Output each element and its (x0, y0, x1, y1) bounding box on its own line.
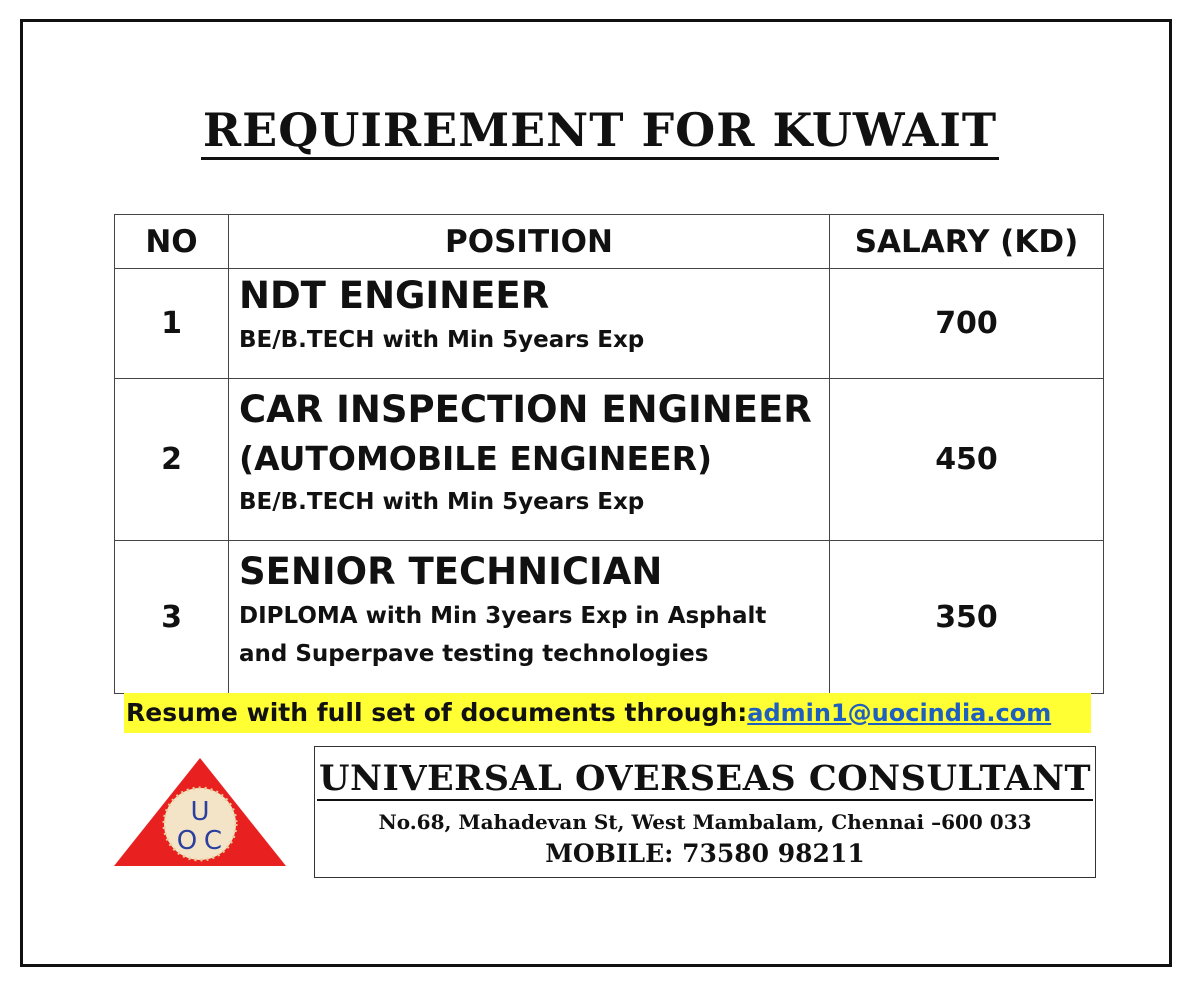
header-no: NO (115, 215, 229, 269)
logo-letter-c: C (203, 826, 223, 856)
uoc-logo (112, 756, 288, 868)
row-number: 3 (115, 541, 229, 694)
header-position: POSITION (229, 215, 830, 269)
row-salary: 350 (830, 541, 1104, 694)
position-title: NDT ENGINEER (239, 274, 550, 317)
position-subtitle: (AUTOMOBILE ENGINEER) (239, 439, 713, 478)
position-requirement-continued: and Superpave testing technologies (239, 641, 709, 667)
row-position (229, 269, 830, 379)
resume-text: Resume with full set of documents through: (126, 698, 748, 727)
company-address: No.68, Mahadevan St, West Mambalam, Chennai –600 033 (378, 810, 1032, 834)
logo-letter-o: O (176, 826, 198, 856)
position-title: SENIOR TECHNICIAN (239, 550, 663, 593)
resume-banner (124, 693, 1091, 733)
company-box (314, 746, 1096, 878)
table-row (115, 379, 1104, 541)
header-salary: SALARY (KD) (830, 215, 1104, 269)
poster-title-wrap (0, 103, 1200, 160)
row-position (229, 541, 830, 694)
position-requirement: BE/B.TECH with Min 5years Exp (239, 489, 645, 515)
table-header-row (115, 215, 1104, 269)
jobs-table (114, 214, 1104, 694)
position-requirement: DIPLOMA with Min 3years Exp in Asphalt (239, 603, 767, 629)
table-row (115, 269, 1104, 379)
row-position (229, 379, 830, 541)
position-requirement: BE/B.TECH with Min 5years Exp (239, 327, 645, 353)
email-link[interactable]: admin1@uocindia.com (747, 699, 1052, 727)
row-number: 2 (115, 379, 229, 541)
row-salary: 700 (830, 269, 1104, 379)
table-row (115, 541, 1104, 694)
company-name: UNIVERSAL OVERSEAS CONSULTANT (318, 758, 1092, 799)
position-title: CAR INSPECTION ENGINEER (239, 388, 812, 431)
company-mobile: MOBILE: 73580 98211 (545, 839, 865, 868)
uoc-triangle-logo-icon (112, 756, 288, 868)
logo-letter-u: U (190, 797, 210, 827)
row-salary: 450 (830, 379, 1104, 541)
poster-title: REQUIREMENT FOR KUWAIT (201, 103, 999, 160)
row-number: 1 (115, 269, 229, 379)
